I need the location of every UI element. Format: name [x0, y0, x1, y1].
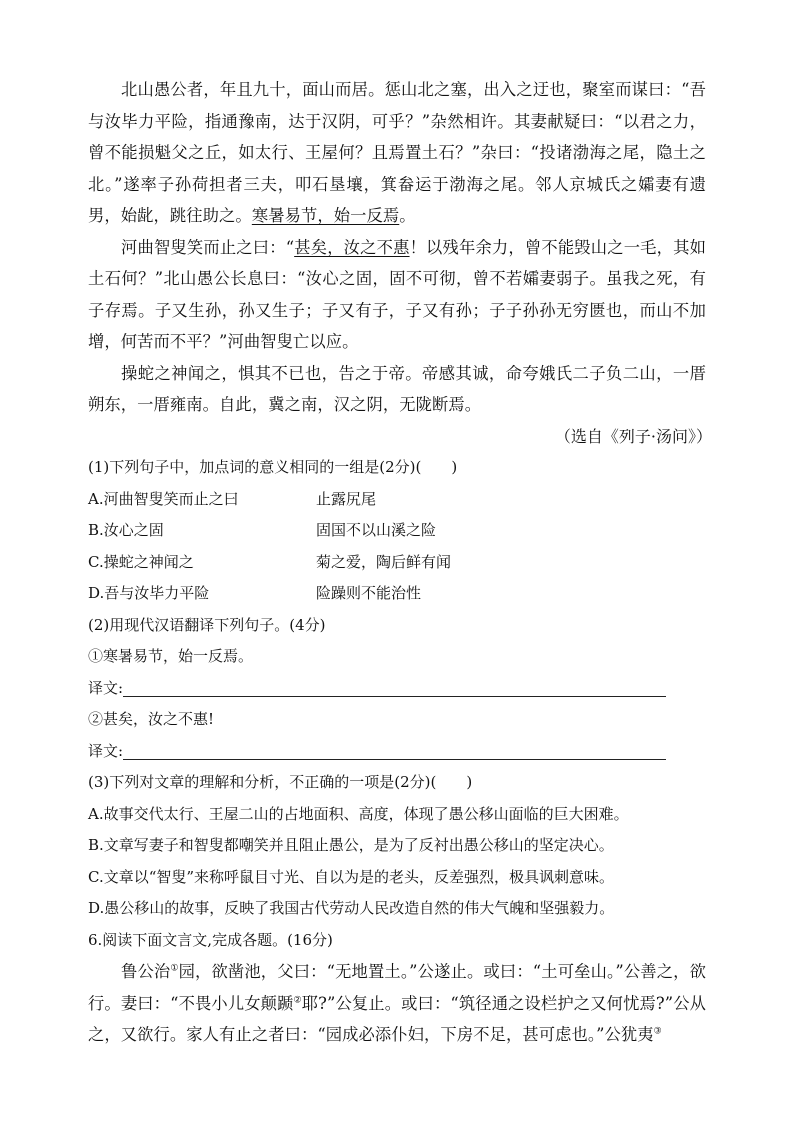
paragraph-text: 。: [399, 206, 416, 225]
question-3-option-a: A.故事交代太行、王屋二山的占地面积、高度，体现了愚公移山面临的巨大困难。: [88, 804, 629, 823]
option-right: 险躁则不能治性: [316, 584, 422, 602]
question-3-option-d: D.愚公移山的故事，反映了我国古代劳动人民改造自然的伟大气魄和坚强毅力。: [88, 899, 615, 917]
answer-blank[interactable]: [123, 758, 666, 760]
passage-paragraph-1: [88, 74, 706, 232]
answer-label: 译文:: [88, 741, 124, 760]
question-1-option-d: [88, 578, 706, 610]
question-1-option-c: [88, 547, 706, 579]
question-3-option-c: C.文章以“智叟”来称呼鼠目寸光、自以为是的老头，反差强烈，极具讽刺意味。: [88, 867, 615, 886]
option-left: C.操蛇之神闻之: [88, 552, 194, 571]
paragraph-text: 河曲智叟笑而止之曰：“: [121, 237, 295, 257]
paragraph-text: 鲁公治: [121, 962, 171, 981]
footnote-marker: ②: [293, 995, 302, 1006]
paragraph-text: 北山愚公者，年且九十，面山而居。惩山北之塞，出入之迂也，聚室而谋曰：“吾与汝毕力平险，指通豫南，达于汉阴，可乎？”杂然相许。其妻献疑曰：“以君之力，曾不能损魁父之丘，如太行、王屋何？且焉置土石？”杂曰：“投诸渤海之尾，隐土之北。”遂率子孙荷担者三夫，叩石垦壤，箕畚运于渤海之尾。邻人京城氏之孀妻有遗男，始龀，跳往助之。: [88, 80, 706, 225]
answer-label: 译文:: [88, 678, 124, 697]
answer-line-2: [88, 736, 706, 768]
question-2-stem: (2)用现代汉语翻译下列句子。(4分): [88, 615, 326, 634]
question-3-stem: (3)下列对文章的理解和分析，不正确的一项是(2分)( ): [88, 773, 473, 791]
question-1-option-b: [88, 515, 706, 547]
passage-paragraph-3: 操蛇之神闻之，惧其不已也，告之于帝。帝感其诚，命夸娥氏二子负二山，一厝朔东，一厝雍南。自此，冀之南，汉之阴，无陇断焉。: [88, 363, 706, 414]
footnote-marker: ③: [653, 1026, 662, 1037]
answer-blank[interactable]: [123, 695, 666, 697]
option-right: 止露尻尾: [316, 489, 377, 508]
document-page: [88, 74, 712, 1051]
underlined-sentence: 甚矣，汝之不惠: [294, 237, 410, 257]
passage-2-paragraph: [88, 956, 706, 1051]
question-6-stem: 6.阅读下面文言文,完成各题。(16分): [88, 930, 333, 949]
option-right: 菊之爱，陶后鲜有闻: [316, 552, 452, 571]
answer-line-1: [88, 673, 706, 705]
paragraph-text: ！以残年余力，曾不能毁山之一毛，其如土石何？”北山愚公长息曰：“汝心之固，固不可彻，曾不若孀妻弱子。虽我之死，有子存焉。子又生孙，孙又生子；子又有子，子又有孙；子子孙孙无穷匮也，而山不加增，何苦而不平？”河曲智叟亡以应。: [88, 237, 706, 351]
option-left: A.河曲智叟笑而止之曰: [88, 489, 239, 508]
source-citation: （选自《列子·汤问》）: [554, 426, 712, 446]
question-1-stem: (1)下列句子中，加点词的意义相同的一组是(2分)( ): [88, 458, 458, 476]
passage-paragraph-2: [88, 232, 706, 358]
option-left: B.汝心之固: [88, 521, 164, 539]
paragraph-text: 园，欲凿池，父曰：“无地置土。”公遂止。或曰：“土可垒山。”公善之，欲行。妻曰：“不畏小儿女颠踬: [88, 962, 706, 1013]
underlined-sentence: 寒暑易节，始一反焉: [251, 206, 400, 225]
question-3-option-b: B.文章写妻子和智叟都嘲笑并且阻止愚公，是为了反衬出愚公移山的坚定决心。: [88, 836, 614, 854]
footnote-marker: ①: [170, 963, 179, 974]
paragraph-text: 耶?”公复止。或曰：“筑径通之设栏护之又何忧焉?”公从之，又欲行。家人有止之者曰：“园成必添仆妇，下房不足，甚可虑也。”公犹夷: [88, 993, 707, 1044]
option-right: 固国不以山溪之险: [316, 521, 437, 539]
question-2-sentence-2: ②甚矣，汝之不惠!: [88, 710, 215, 728]
question-2-sentence-1: ①寒暑易节，始一反焉。: [88, 647, 254, 665]
question-1-option-a: [88, 484, 706, 516]
option-left: D.吾与汝毕力平险: [88, 584, 210, 602]
